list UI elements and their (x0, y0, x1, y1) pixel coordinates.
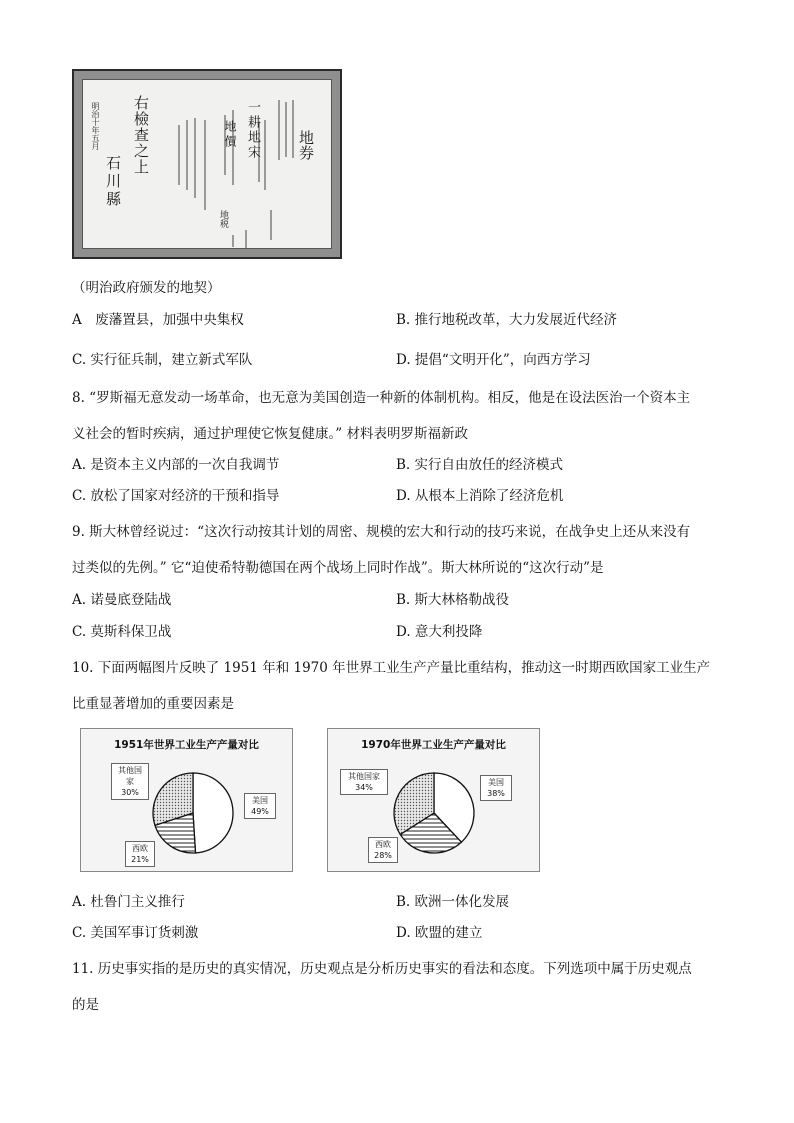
deed-text-col3: 右檢查之上 (132, 95, 150, 175)
pie-1951-label-other-name1: 其他国 (118, 766, 142, 775)
deed-text-col1: 一耕地宋 (245, 100, 260, 160)
q9-option-d: D. 意大利投降 (396, 624, 483, 640)
q7-option-d: D. 提倡“文明开化”，向西方学习 (396, 352, 591, 368)
q7-option-b: B. 推行地税改革，大力发展近代经济 (396, 312, 618, 328)
q10-option-c: C. 美国军事订货刺激 (72, 925, 199, 941)
pie-1970-label-us-pct: 38% (487, 789, 505, 798)
pie-1951-label-other-pct: 30% (121, 788, 139, 797)
q10-option-a: A. 杜鲁门主义推行 (72, 894, 185, 910)
q9-option-c: C. 莫斯科保卫战 (72, 624, 172, 640)
q10-option-d: D. 欧盟的建立 (396, 925, 483, 941)
pie-1951-label-we-name: 西欧 (132, 844, 148, 853)
q8-option-d: D. 从根本上消除了经济危机 (396, 488, 564, 504)
pie-1970-label-us (480, 775, 512, 801)
pie-1951-label-us-pct: 49% (251, 807, 269, 816)
q11-stem-line2: 的是 (72, 997, 99, 1013)
deed-text-col5: 明治十年五月 (91, 102, 100, 150)
deed-text-small: 地税 (218, 210, 228, 228)
pie-1951-label-we (125, 841, 155, 867)
pie-1970-label-us-name: 美国 (488, 778, 504, 787)
q9-stem-line1: 9. 斯大林曾经说过：“这次行动按其计划的周密、规模的宏大和行动的技巧来说，在战争史上还从来没有 (72, 524, 691, 540)
q7-option-c: C. 实行征兵制，建立新式军队 (72, 352, 253, 368)
q8-option-a: A. 是资本主义内部的一次自我调节 (72, 457, 280, 473)
q8-option-b: B. 实行自由放任的经济模式 (396, 457, 564, 473)
deed-text-col2: 地價 (223, 120, 237, 150)
pie-1970-label-other-name: 其他国家 (348, 772, 380, 781)
pie-chart-1970 (327, 728, 540, 872)
land-deed-image (72, 69, 342, 259)
pie-1951-label-us-name: 美国 (252, 796, 268, 805)
q7-caption: （明治政府颁发的地契） (72, 280, 221, 296)
q8-option-c: C. 放松了国家对经济的干预和指导 (72, 488, 280, 504)
q7-option-a: A 废藩置县，加强中央集权 (72, 312, 244, 328)
pie-1951-label-other-name2: 家 (126, 777, 134, 786)
pie-1970-label-other (340, 769, 388, 795)
q11-stem-line1: 11. 历史事实指的是历史的真实情况，历史观点是分析历史事实的看法和态度。下列选项中属于历史观点 (72, 961, 692, 977)
q8-stem-line2: 义社会的暂时疾病，通过护理使它恢复健康。” 材料表明罗斯福新政 (72, 426, 468, 442)
pie-1951-slice-us (193, 773, 233, 853)
pie-1951-label-us (244, 793, 276, 819)
pie-1951-label-other (111, 763, 149, 800)
deed-title: 地券 (297, 130, 315, 160)
q10-option-b: B. 欧洲一体化发展 (396, 894, 510, 910)
pie-chart-1951 (80, 728, 293, 872)
pie-1970-label-we-pct: 28% (374, 851, 392, 860)
pie-chart-1970-plot (328, 729, 541, 873)
q9-stem-line2: 过类似的先例。” 它“迫使希特勒德国在两个战场上同时作战”。斯大林所说的“这次行动”是 (72, 560, 604, 576)
pie-1970-label-we (368, 837, 398, 863)
pie-1970-label-other-pct: 34% (355, 783, 373, 792)
land-deed-paper (82, 79, 332, 249)
pie-1970-label-we-name: 西欧 (375, 840, 391, 849)
deed-handwriting-marks (83, 80, 332, 249)
q9-option-b: B. 斯大林格勒战役 (396, 592, 510, 608)
pie-chart-1951-title: 1951年世界工业生产产量对比 (114, 739, 259, 751)
q10-stem-line1: 10. 下面两幅图片反映了 1951 年和 1970 年世界工业生产产量比重结构，推动这一时期西欧国家工业生产 (72, 660, 711, 676)
deed-text-col4: 石川縣 (104, 155, 122, 209)
pie-chart-1970-title: 1970年世界工业生产产量对比 (361, 739, 506, 751)
q10-stem-line2: 比重显著增加的重要因素是 (72, 696, 234, 712)
q8-stem-line1: 8. “罗斯福无意发动一场革命，也无意为美国创造一种新的体制机构。相反，他是在设法医治一个资本主 (72, 390, 691, 406)
q9-option-a: A. 诺曼底登陆战 (72, 592, 172, 608)
pie-1951-label-we-pct: 21% (131, 855, 149, 864)
